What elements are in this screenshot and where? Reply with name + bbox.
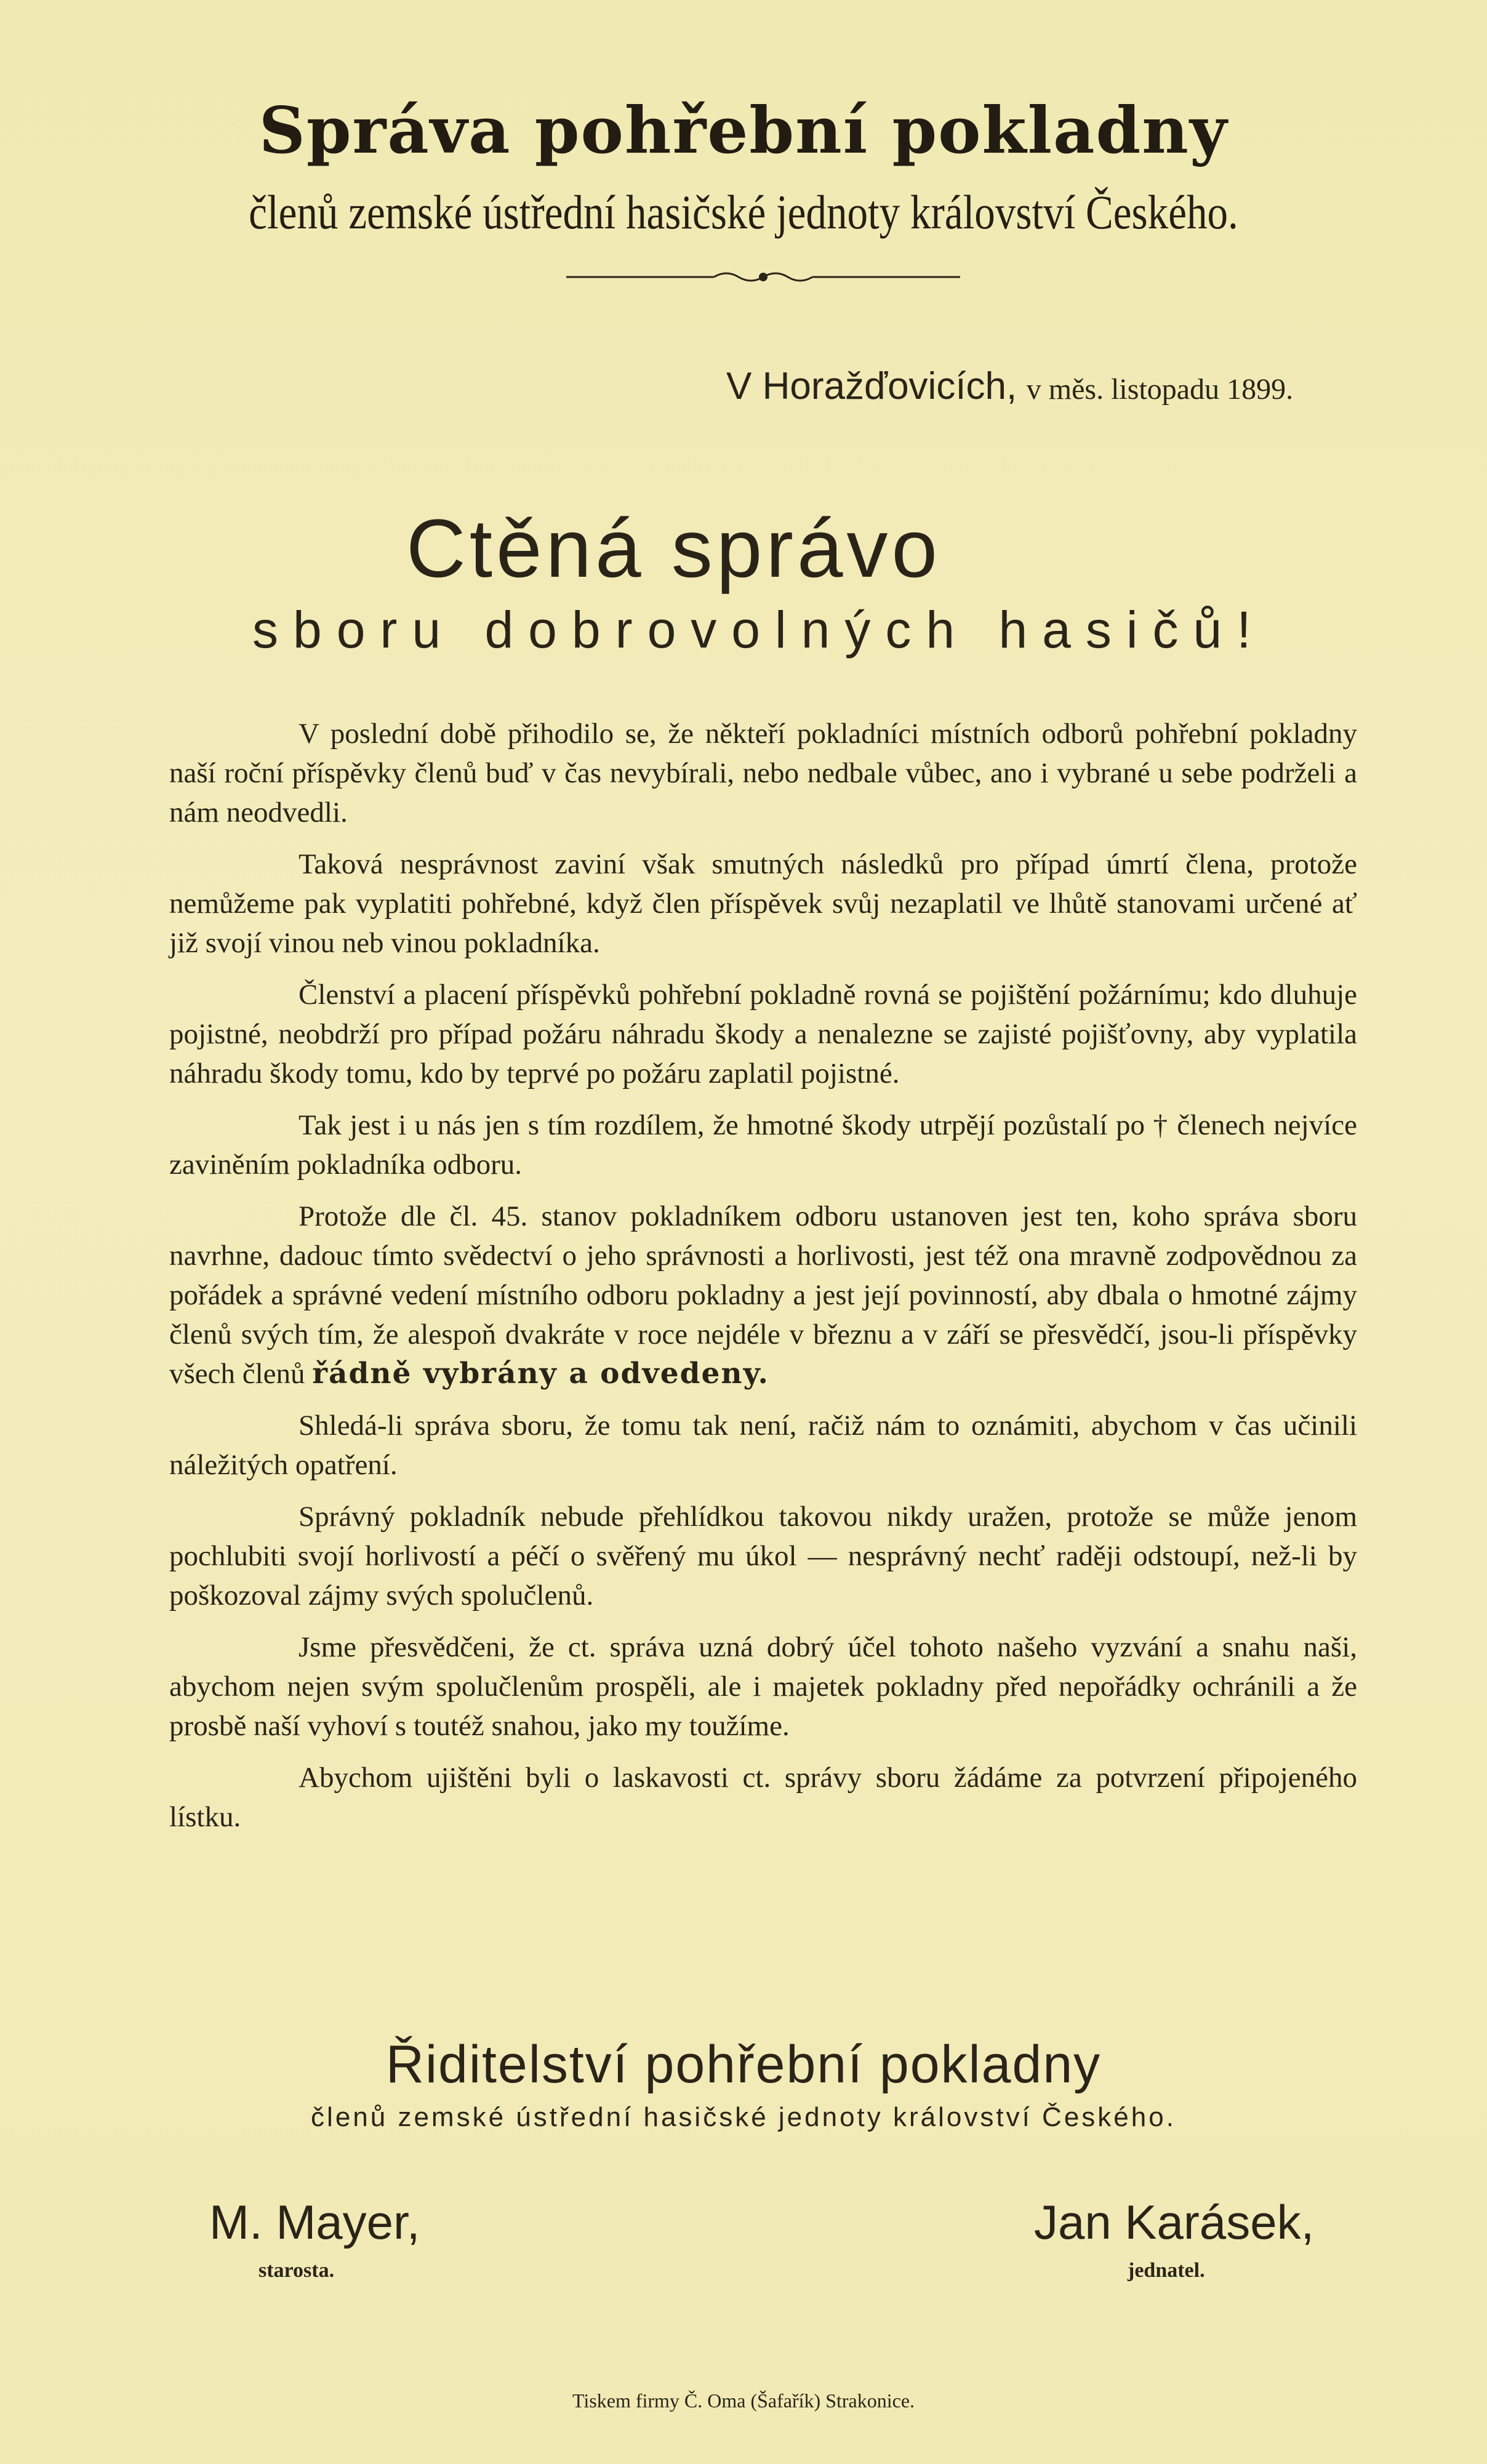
dateline-place: V Horažďovicích, [726, 365, 1017, 407]
signatory-left-role: starosta. [259, 2259, 335, 2282]
dateline-date: v měs. listopadu 1899. [1026, 373, 1294, 406]
letter-body [169, 714, 1357, 1849]
paragraph-5-text: Protože dle čl. 45. stanov pokladníkem odboru ustanoven jest ten, koho správa sboru navrhne, dadouc tímto svědectví o jeho správnosti a horlivosti, jest též ona mravně zodpovědnou za pořádek a správné vedení místního odboru pokladny a jest její povinností, aby dbala o hmotné zájmy členů svých tím, že alespoň dvakráte v roce nejdéle v březnu a v září se přesvědčí, jsou-li příspěvky všech členů [169, 1200, 1357, 1390]
signatory-right-name: Jan Karásek, [1034, 2195, 1315, 2249]
paragraph-5 [169, 1197, 1357, 1394]
document-subtitle: členů zemské ústřední hasičské jednoty království Českého. [249, 185, 1238, 239]
paragraph-3: Členství a placení příspěvků pohřební pokladně rovná se pojištění požárnímu; kdo dluhuje pojistné, neobdrží pro případ požáru náhradu škody a nenalezne se zajisté pojišťovny, aby vyplatila náhradu škody tomu, kdo by teprvé po požáru zaplatil pojistné. [169, 979, 1357, 1090]
paragraph-1: V poslední době přihodilo se, že někteří pokladníci místních odborů pohřební pokladny naší roční příspěvky členů buď v čas nevybírali, nebo nedbale vůbec, ano i vybrané u sebe podrželi a nám neodvedli. [169, 718, 1357, 829]
signatory-left-name: M. Mayer, [209, 2195, 420, 2249]
paragraph-7: Správný pokladník nebude přehlídkou takovou nikdy uražen, protože se může jenom pochlubiti svojí horlivostí a péčí o svěřený mu úkol — nesprávný nechť raději odstoupí, než-li by poškozoval zájmy svých spolučlenů. [169, 1501, 1357, 1611]
signature-subtitle: členů zemské ústřední hasičské jednoty království Českého. [311, 2102, 1176, 2132]
signatory-right-role: jednatel. [1128, 2259, 1205, 2282]
paragraph-8: Jsme přesvědčeni, že ct. správa uzná dobrý účel tohoto našeho vyzvání a snahu naši, abychom nejen svým spolučlenům prospěli, ale i majetek pokladny před nepořádky ochránili a že prosbě naší vyhoví s toutéž snahou, jako my toužíme. [169, 1631, 1357, 1742]
paragraph-4: Tak jest i u nás jen s tím rozdílem, že hmotné škody utrpějí pozůstalí po † členech nejvíce zaviněním pokladníka odboru. [169, 1109, 1357, 1181]
document-title: Správa pohřební pokladny [259, 92, 1228, 168]
paragraph-6: Shledá-li správa sboru, že tomu tak není, račiž nám to oznámiti, abychom v čas učinili náležitých opatření. [169, 1410, 1357, 1481]
signature-title: Řiditelství pohřební pokladny [385, 2035, 1102, 2094]
greeting-line1: Ctěná správo [406, 503, 941, 595]
paragraph-9: Abychom ujištěni byli o laskavosti ct. správy sboru žádáme za potvrzení připojeného lístku. [169, 1762, 1357, 1833]
paragraph-5-emphasis: řádně vybrány a odvedeny. [312, 1357, 769, 1391]
printer-imprint: Tiskem firmy Č. Oma (Šafařík) Strakonice. [572, 2390, 915, 2412]
paragraph-2: Taková nesprávnost zaviní však smutných následků pro případ úmrtí člena, protože nemůžeme pak vyplatiti pohřebné, když člen příspěvek svůj nezaplatil ve lhůtě stanovami určené ať již svojí vinou neb vinou pokladníka. [169, 848, 1357, 959]
ornament-divider [566, 268, 960, 286]
dateline [726, 364, 1293, 409]
greeting-line2: sboru dobrovolných hasičů! [252, 601, 1266, 659]
